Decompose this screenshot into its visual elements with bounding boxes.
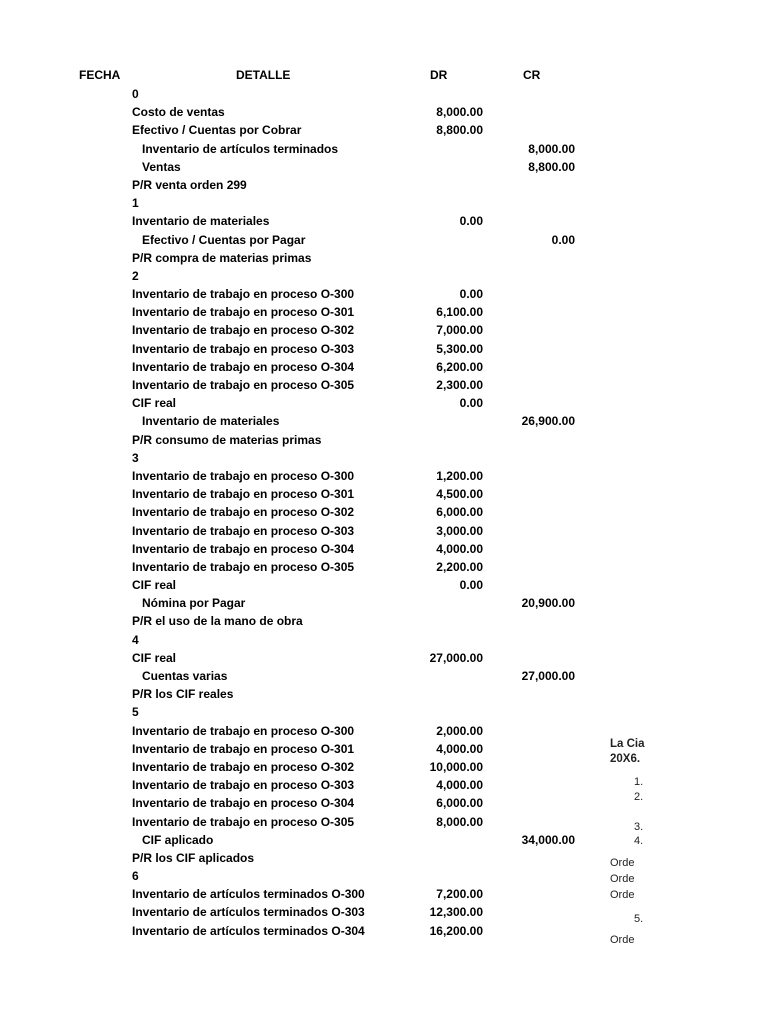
journal-row: [0, 903, 645, 921]
row-debit: 8,000.00: [436, 814, 483, 829]
row-detail: Inventario de trabajo en proceso O-302: [132, 505, 355, 520]
row-debit: 2,000.00: [436, 723, 483, 738]
row-detail: Inventario de artículos terminados O-303: [132, 905, 365, 920]
row-detail: Inventario de artículos terminados O-300: [132, 887, 365, 902]
row-debit: 5,300.00: [436, 341, 483, 356]
row-detail: Inventario de trabajo en proceso O-300: [132, 287, 355, 302]
header-cr: CR: [523, 68, 541, 82]
journal-row: [0, 249, 645, 267]
row-detail: Cuentas varias: [142, 669, 228, 683]
row-detail: 2: [132, 268, 139, 283]
journal-row: [0, 703, 645, 721]
journal-row: [0, 85, 645, 103]
row-detail: Inventario de trabajo en proceso O-301: [132, 741, 355, 756]
row-detail: Inventario de artículos terminados O-304: [132, 923, 365, 938]
journal-row: [0, 467, 645, 485]
side-item-2: 2.: [634, 791, 644, 803]
row-detail: CIF real: [132, 650, 177, 665]
row-detail: Inventario de trabajo en proceso O-300: [132, 723, 355, 738]
row-debit: 3,000.00: [436, 523, 483, 538]
row-detail: Efectivo / Cuentas por Pagar: [142, 232, 306, 247]
row-credit: 27,000.00: [521, 669, 575, 683]
journal-row: [0, 922, 645, 940]
row-detail: CIF aplicado: [142, 832, 214, 847]
row-detail: 1: [132, 196, 139, 211]
journal-row: [0, 176, 645, 194]
side-item-5: 5.: [634, 913, 644, 925]
row-debit: 4,000.00: [436, 541, 483, 556]
journal-row: [0, 649, 645, 667]
row-detail: Inventario de trabajo en proceso O-305: [132, 559, 355, 574]
row-debit: 4,000.00: [436, 778, 483, 793]
row-detail: Inventario de trabajo en proceso O-304: [132, 541, 355, 556]
row-detail: Inventario de trabajo en proceso O-300: [132, 468, 355, 483]
row-debit: 0.00: [459, 578, 483, 593]
row-detail: Inventario de artículos terminados: [142, 141, 339, 156]
side-order-1: Orde: [610, 857, 635, 869]
side-item-4: 4.: [634, 835, 644, 847]
row-detail: Inventario de trabajo en proceso O-302: [132, 759, 355, 774]
row-detail: 5: [132, 705, 139, 720]
side-order-2: Orde: [610, 873, 635, 885]
row-detail: Inventario de trabajo en proceso O-305: [132, 814, 355, 829]
row-detail: Inventario de materiales: [142, 414, 280, 429]
side-title-line2: 20X6.: [610, 753, 641, 765]
journal-row: [0, 740, 645, 758]
row-detail: P/R el uso de la mano de obra: [132, 614, 303, 629]
row-detail: Nómina por Pagar: [142, 596, 246, 611]
row-debit: 12,300.00: [429, 905, 483, 920]
journal-row: [0, 158, 645, 176]
side-title-line1: La Cia: [610, 738, 645, 750]
journal-row: [0, 558, 645, 576]
journal-row: [0, 231, 645, 249]
row-debit: 6,000.00: [436, 796, 483, 811]
overflow-text-column: [610, 0, 645, 944]
row-detail: P/R consumo de materias primas: [132, 432, 322, 447]
journal-row: [0, 303, 645, 321]
row-detail: Inventario de trabajo en proceso O-304: [132, 359, 355, 374]
journal-row: [0, 321, 645, 339]
row-detail: Inventario de trabajo en proceso O-303: [132, 778, 355, 793]
journal-row: [0, 612, 645, 630]
journal-row: [0, 431, 645, 449]
row-detail: P/R los CIF aplicados: [132, 850, 255, 865]
row-detail: CIF real: [132, 578, 177, 593]
journal-row: [0, 212, 645, 230]
row-debit: 10,000.00: [429, 759, 483, 774]
row-detail: P/R venta orden 299: [132, 177, 247, 192]
journal-row: [0, 194, 645, 212]
journal-row: [0, 867, 645, 885]
row-debit: 0.00: [459, 287, 483, 302]
journal-row: [0, 758, 645, 776]
row-detail: Costo de ventas: [132, 105, 225, 120]
journal-row: [0, 412, 645, 430]
row-debit: 4,000.00: [436, 741, 483, 756]
journal-entries: [0, 85, 645, 940]
row-debit: 27,000.00: [429, 650, 483, 665]
side-order-3: Orde: [610, 889, 635, 901]
row-detail: 4: [132, 632, 139, 647]
row-credit: 34,000.00: [521, 832, 575, 847]
journal-row: [0, 576, 645, 594]
row-detail: Efectivo / Cuentas por Cobrar: [132, 123, 302, 138]
journal-row: [0, 358, 645, 376]
row-debit: 2,300.00: [436, 378, 483, 392]
row-debit: 4,500.00: [436, 487, 483, 502]
row-credit: 0.00: [551, 232, 575, 247]
row-debit: 6,000.00: [436, 505, 483, 520]
journal-row: [0, 885, 645, 903]
row-debit: 6,200.00: [436, 359, 483, 374]
row-debit: 8,800.00: [436, 123, 483, 138]
journal-row: [0, 394, 645, 412]
side-order-4: Orde: [610, 934, 635, 944]
journal-row: [0, 522, 645, 540]
row-detail: Inventario de trabajo en proceso O-303: [132, 341, 355, 356]
header-dr: DR: [430, 68, 448, 82]
journal-row: [0, 849, 645, 867]
row-detail: Inventario de trabajo en proceso O-301: [132, 305, 355, 320]
row-debit: 1,200.00: [436, 468, 483, 483]
journal-row: [0, 503, 645, 521]
journal-row: [0, 594, 645, 612]
journal-row: [0, 340, 645, 358]
row-debit: 0.00: [459, 396, 483, 411]
journal-row: [0, 540, 645, 558]
row-detail: P/R compra de materias primas: [132, 250, 312, 265]
side-item-1: 1.: [634, 776, 644, 788]
journal-row: [0, 776, 645, 794]
journal-row: [0, 485, 645, 503]
row-debit: 8,000.00: [436, 105, 483, 120]
row-credit: 20,900.00: [521, 596, 575, 611]
row-detail: Inventario de trabajo en proceso O-305: [132, 378, 355, 392]
row-detail: Inventario de materiales: [132, 214, 270, 229]
row-detail: 6: [132, 869, 139, 884]
journal-row: [0, 722, 645, 740]
row-debit: 2,200.00: [436, 559, 483, 574]
row-detail: P/R los CIF reales: [132, 687, 234, 702]
side-item-3: 3.: [634, 821, 644, 833]
header-detalle: DETALLE: [236, 68, 291, 82]
journal-row: [0, 813, 645, 831]
journal-row: [0, 794, 645, 812]
journal-row: [0, 140, 645, 158]
row-credit: 26,900.00: [521, 414, 575, 429]
row-detail: Inventario de trabajo en proceso O-302: [132, 323, 355, 338]
journal-row: [0, 267, 645, 285]
row-debit: 7,000.00: [436, 323, 483, 338]
journal-row: [0, 285, 645, 303]
journal-row: [0, 103, 645, 121]
row-detail: 3: [132, 450, 139, 465]
row-debit: 0.00: [459, 214, 483, 229]
journal-row: [0, 667, 645, 685]
row-debit: 6,100.00: [436, 305, 483, 320]
journal-row: [0, 631, 645, 649]
row-detail: Inventario de trabajo en proceso O-303: [132, 523, 355, 538]
row-detail: CIF real: [132, 396, 177, 411]
row-credit: 8,000.00: [528, 141, 575, 156]
row-detail: Inventario de trabajo en proceso O-304: [132, 796, 355, 811]
row-detail: 0: [132, 87, 139, 101]
row-debit: 16,200.00: [429, 923, 483, 938]
journal-row: [0, 449, 645, 467]
row-credit: 8,800.00: [528, 159, 575, 174]
journal-row: [0, 376, 645, 394]
row-detail: Inventario de trabajo en proceso O-301: [132, 487, 355, 502]
row-debit: 7,200.00: [436, 887, 483, 902]
journal-row: [0, 831, 645, 849]
header-fecha: FECHA: [79, 68, 121, 82]
row-detail: Ventas: [142, 159, 181, 174]
journal-row: [0, 685, 645, 703]
journal-row: [0, 121, 645, 139]
